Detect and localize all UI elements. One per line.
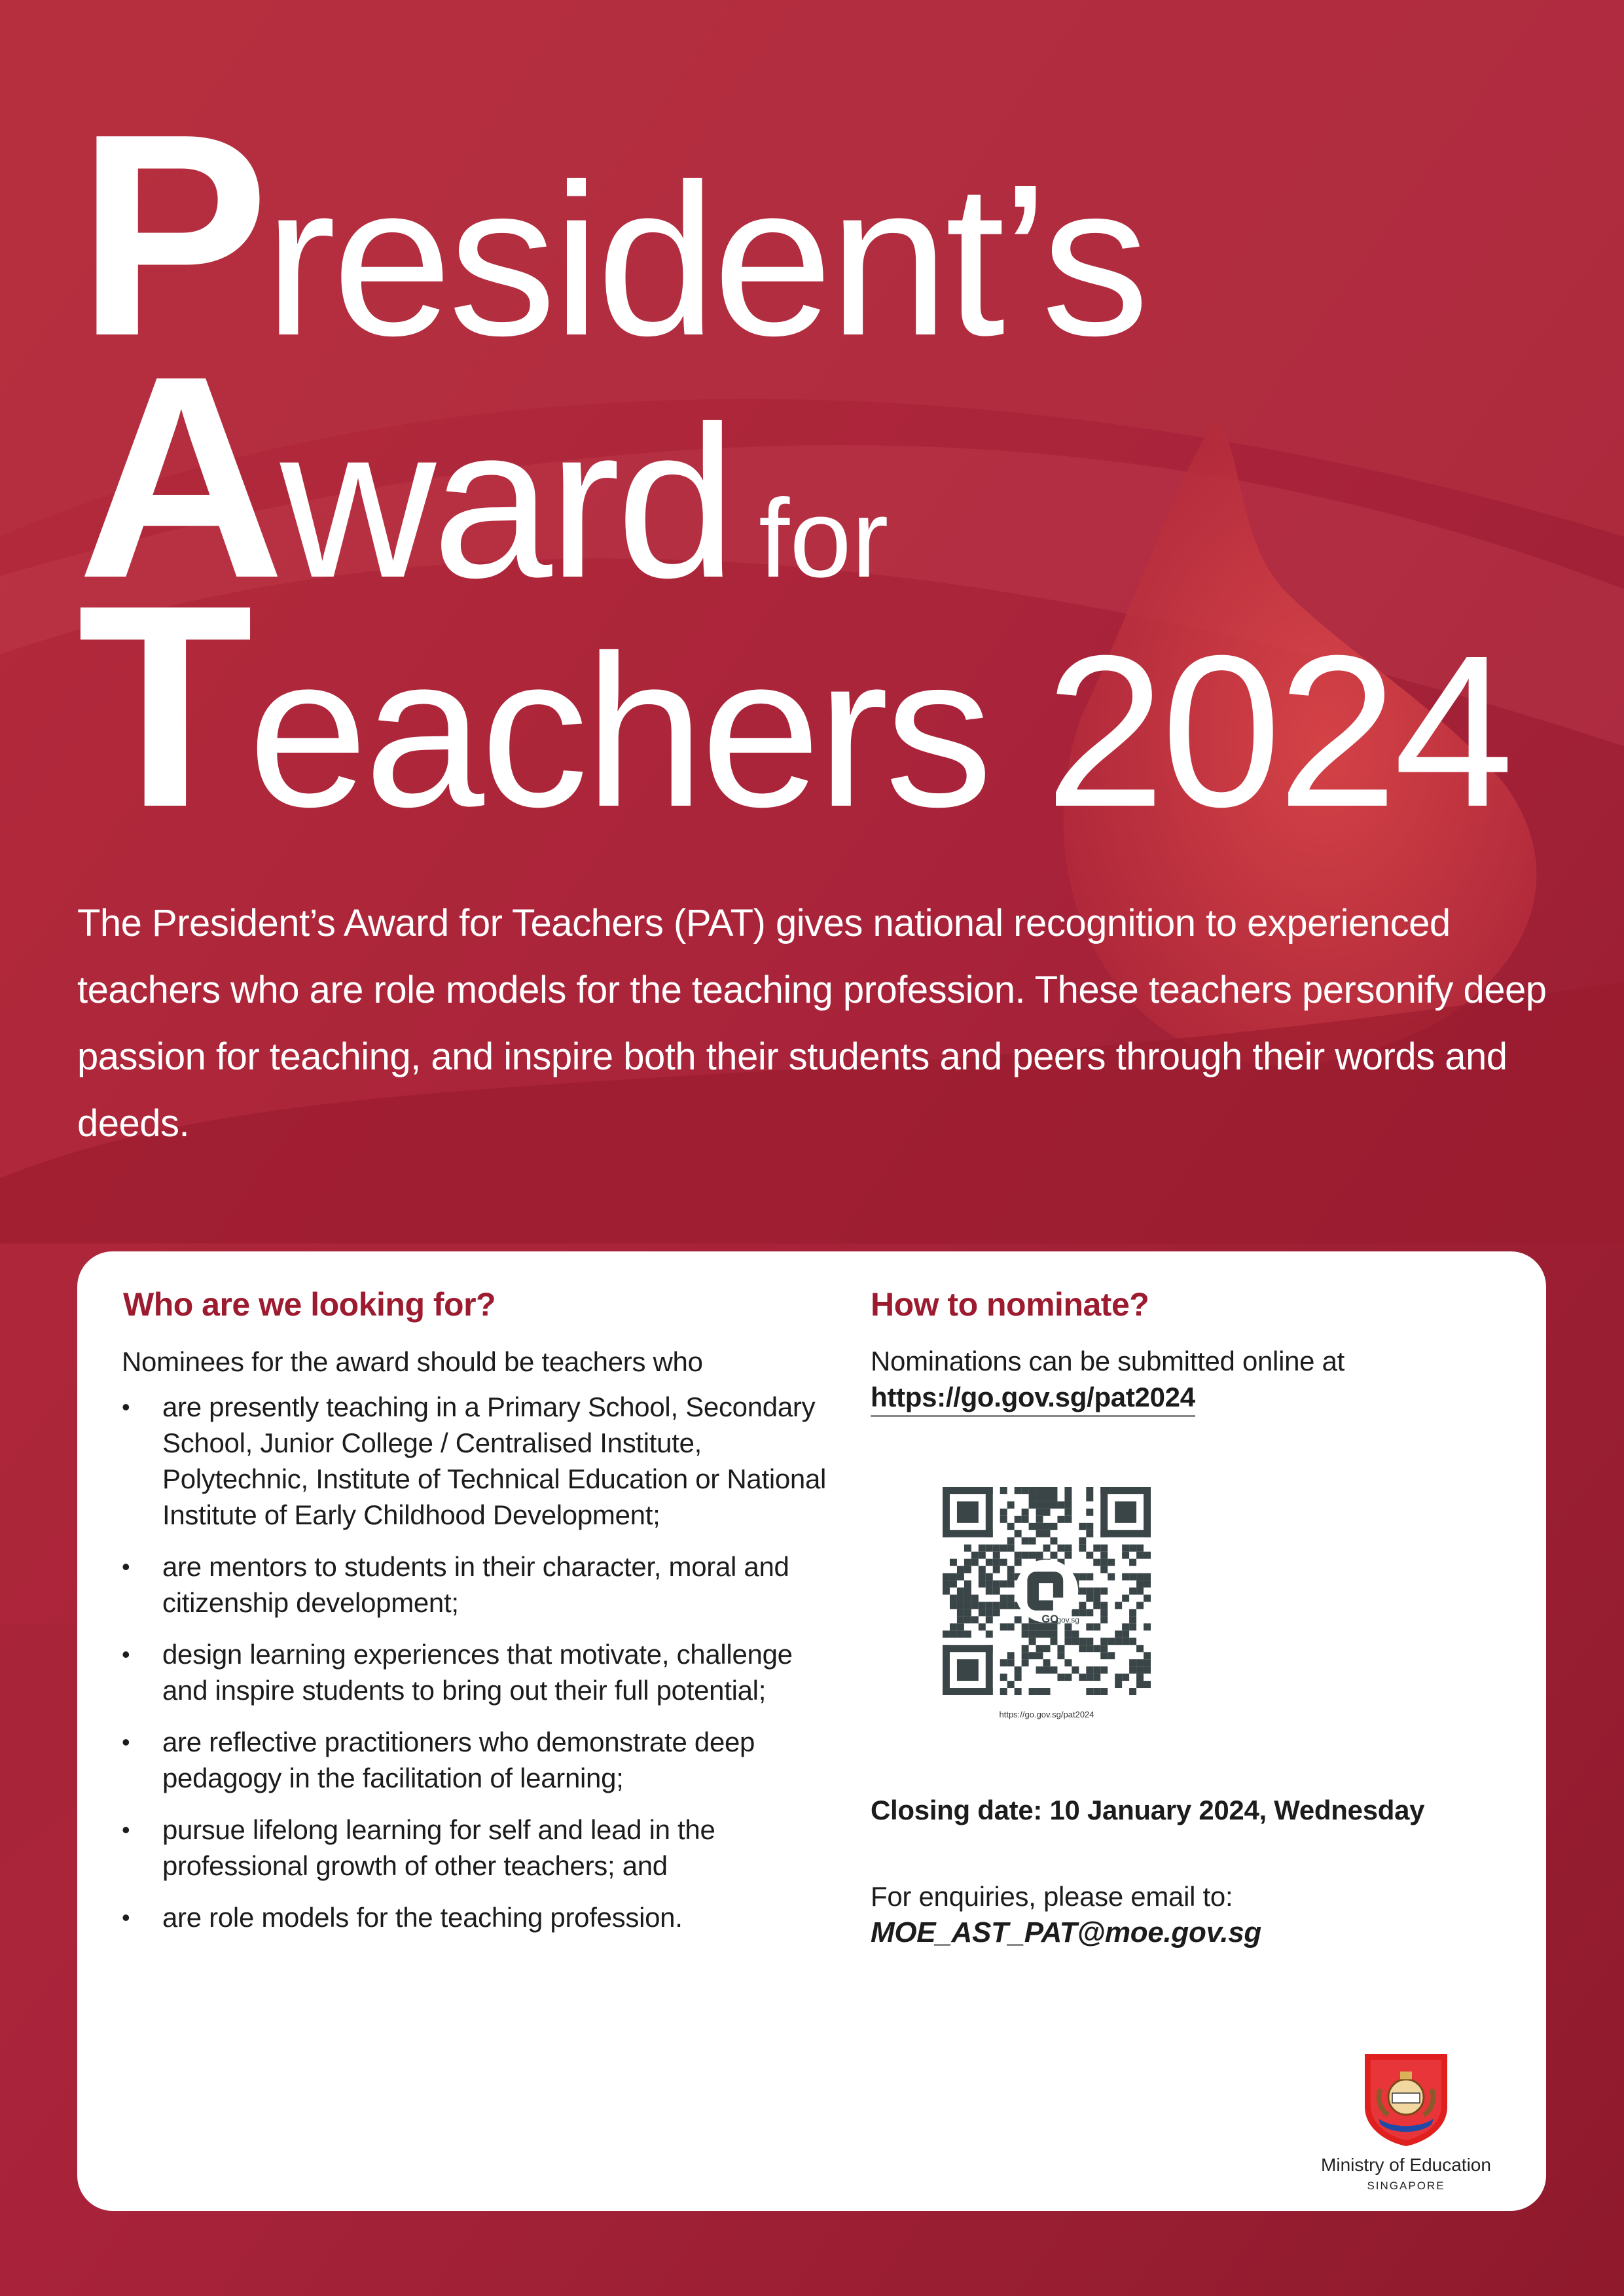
nominate-heading: How to nominate? bbox=[871, 1286, 1149, 1323]
criteria-text: are reflective practitioners who demonstrate deep pedagogy in the facilitation of learning; bbox=[162, 1727, 755, 1793]
moe-crest-icon bbox=[1357, 2050, 1455, 2148]
criteria-item bbox=[122, 1724, 829, 1796]
org-country: SINGAPORE bbox=[1367, 2179, 1445, 2192]
criteria-item bbox=[122, 1899, 829, 1935]
criteria-text: design learning experiences that motivate, challenge and inspire students to bring out their full potential; bbox=[162, 1639, 793, 1706]
qr-code-icon[interactable] bbox=[943, 1487, 1151, 1695]
criteria-text: are mentors to students in their character, moral and citizenship development; bbox=[162, 1551, 789, 1618]
enquiry-text: For enquiries, please email to: bbox=[871, 1881, 1233, 1912]
title-rest-teachers: eachers 2024 bbox=[247, 610, 1510, 852]
title-line-teachers bbox=[77, 546, 1510, 867]
nominate-text bbox=[871, 1343, 1460, 1415]
looking-for-heading: Who are we looking for? bbox=[123, 1286, 496, 1323]
criteria-item bbox=[122, 1389, 829, 1533]
nominate-link[interactable]: https://go.gov.sg/pat2024 bbox=[871, 1382, 1195, 1417]
org-name: Ministry of Education bbox=[1321, 2155, 1491, 2175]
bullet-icon: • bbox=[122, 1553, 130, 1580]
enquiry-email-link[interactable]: MOE_AST_PAT@moe.gov.sg bbox=[871, 1916, 1262, 1948]
criteria-item bbox=[122, 1549, 829, 1621]
nominate-prefix: Nominations can be submitted online at bbox=[871, 1346, 1345, 1376]
bullet-icon: • bbox=[122, 1816, 130, 1843]
bullet-icon: • bbox=[122, 1729, 130, 1755]
criteria-list bbox=[122, 1389, 829, 1951]
criteria-item bbox=[122, 1636, 829, 1708]
criteria-item bbox=[122, 1812, 829, 1884]
bullet-icon: • bbox=[122, 1904, 130, 1931]
info-card bbox=[77, 1251, 1546, 2211]
intro-paragraph: The President’s Award for Teachers (PAT) gives national recognition to experienced teachers who are role models for the teaching profession. These teachers personify deep passion for teaching, and inspire both their students and peers through their words and deeds. bbox=[77, 902, 1547, 1145]
qr-caption: https://go.gov.sg/pat2024 bbox=[999, 1710, 1094, 1719]
title-rest-president: resident’s bbox=[264, 139, 1146, 380]
criteria-text: are role models for the teaching profession. bbox=[162, 1902, 683, 1933]
title-initial-a: A bbox=[77, 317, 280, 638]
title-rest-award: ward bbox=[280, 381, 733, 622]
qr-logo-text: GO bbox=[1041, 1613, 1058, 1626]
enquiry-block bbox=[871, 1878, 1261, 1950]
criteria-text: pursue lifelong learning for self and lead in the professional growth of other teachers; and bbox=[162, 1814, 715, 1881]
title-word-for: for bbox=[759, 476, 889, 601]
looking-for-lead: Nominees for the award should be teachers who bbox=[122, 1346, 703, 1377]
bullet-icon: • bbox=[122, 1641, 130, 1668]
criteria-text: are presently teaching in a Primary School, Secondary School, Junior College / Centralised Institute, Polytechnic, Institute of Technical Education or National Institute of Early Childhood Development; bbox=[162, 1391, 827, 1530]
title-initial-t: T bbox=[77, 546, 248, 867]
title-initial-p: P bbox=[77, 75, 264, 396]
qr-logo-suffix: gov.sg bbox=[1056, 1615, 1079, 1625]
bullet-icon: • bbox=[122, 1393, 130, 1420]
closing-date: Closing date: 10 January 2024, Wednesday bbox=[871, 1795, 1425, 1825]
